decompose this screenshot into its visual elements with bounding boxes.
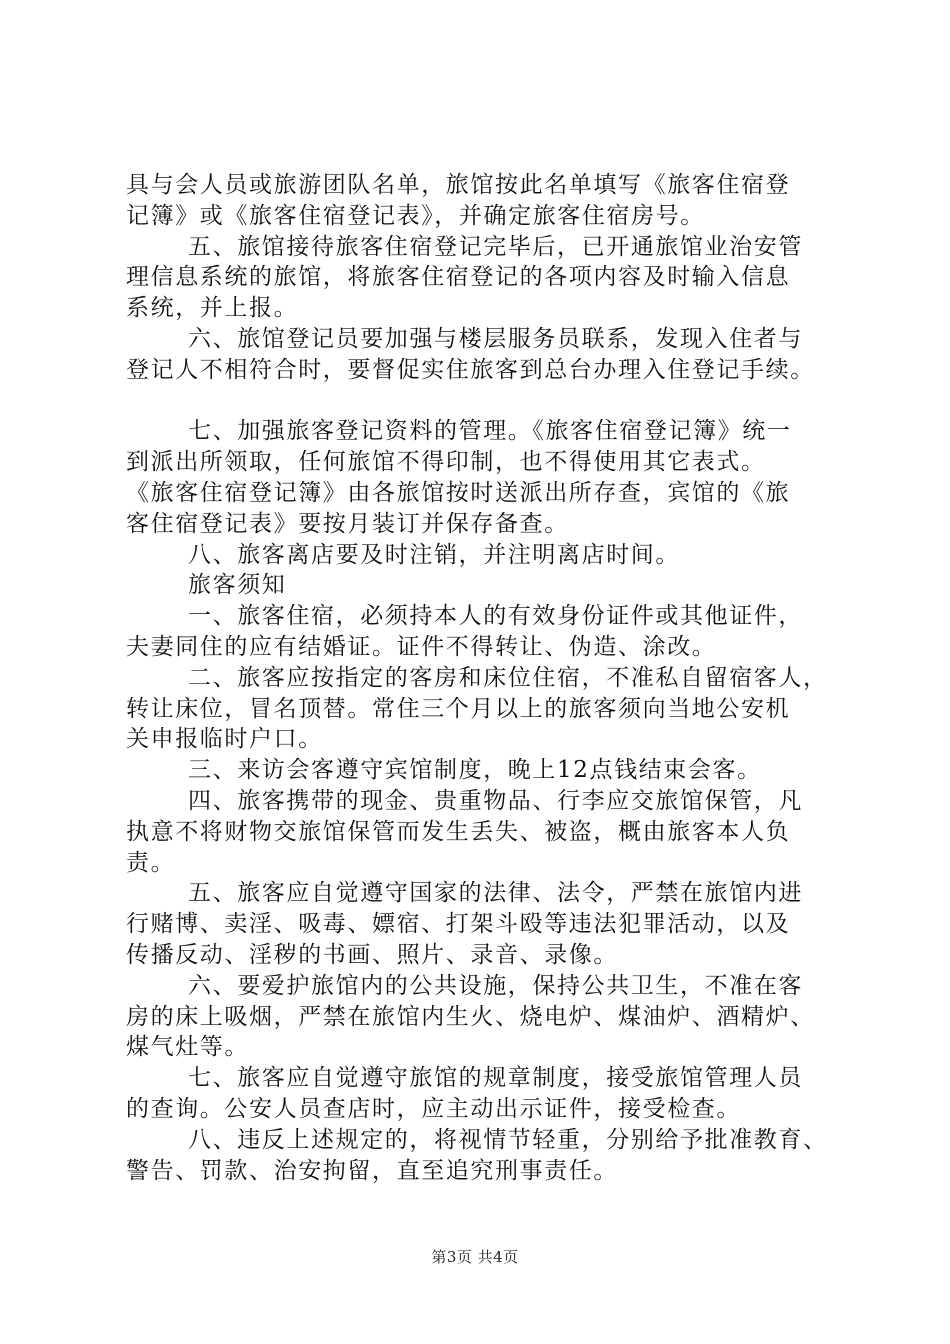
text-line: 七、加强旅客登记资料的管理。《旅客住宿登记簿》统一 [188, 418, 792, 445]
text-line: 《旅客住宿登记簿》由各旅馆按时送派出所存查，宾馆的《旅 [126, 479, 791, 506]
paragraph [126, 324, 838, 386]
section-heading [126, 570, 838, 601]
paragraph [126, 755, 838, 786]
paragraph [126, 416, 838, 539]
text-line: 三、来访会客遵守宾馆制度，晚上12点钱结束会客。 [188, 757, 762, 784]
paragraph [126, 1125, 838, 1187]
text-line: 六、旅馆登记员要加强与楼层服务员联系，发现入住者与 [188, 325, 803, 352]
text-line: 二、旅客应按指定的客房和床位住宿，不准私自留宿客人， [188, 664, 828, 691]
text-line: 七、旅客应自觉遵守旅馆的规章制度，接受旅馆管理人员 [188, 1065, 803, 1092]
text-line: 房的床上吸烟，严禁在旅馆内生火、烧电炉、煤油炉、酒精炉、 [126, 1003, 815, 1030]
text-line: 关申报临时户口。 [126, 726, 323, 753]
paragraph [126, 232, 838, 324]
text-line: 系统，并上报。 [126, 295, 299, 322]
text-line: 责。 [126, 849, 176, 876]
text-line: 八、旅客离店要及时注销，并注明离店时间。 [188, 541, 680, 568]
text-line: 八、违反上述规定的，将视情节轻重，分别给予批准教育、 [188, 1126, 828, 1153]
text-line: 五、旅馆接待旅客住宿登记完毕后，已开通旅馆业治安管 [188, 233, 803, 260]
text-line: 的查询。公安人员查店时，应主动出示证件，接受检查。 [126, 1095, 741, 1122]
text-line: 四、旅客携带的现金、贵重物品、行李应交旅馆保管，凡 [188, 787, 803, 814]
page-footer [0, 1246, 950, 1267]
text-line: 六、要爱护旅馆内的公共设施，保持公共卫生，不准在客 [188, 972, 803, 999]
paragraph [126, 170, 838, 232]
text-line: 客住宿登记表》要按月装订并保存备查。 [126, 510, 569, 537]
text-line: 一、旅客住宿，必须持本人的有效身份证件或其他证件， [188, 603, 803, 630]
text-line: 记簿》或《旅客住宿登记表》，并确定旅客住宿房号。 [126, 202, 705, 229]
document-body [126, 170, 838, 1186]
text-line: 煤气灶等。 [126, 1034, 249, 1061]
text-line: 夫妻同住的应有结婚证。证件不得转让、伪造、涂改。 [126, 633, 717, 660]
text-line: 五、旅客应自觉遵守国家的法律、法令，严禁在旅馆内进 [188, 880, 803, 907]
paragraph-spacer [126, 386, 838, 417]
text-line: 旅客须知 [188, 572, 287, 599]
paragraph [126, 1063, 838, 1125]
text-line: 行赌博、卖淫、吸毒、嫖宿、打架斗殴等违法犯罪活动，以及 [126, 911, 791, 938]
text-line: 具与会人员或旅游团队名单，旅馆按此名单填写《旅客住宿登 [126, 172, 791, 198]
text-line: 警告、罚款、治安拘留，直至追究刑事责任。 [126, 1157, 618, 1184]
paragraph [126, 540, 838, 571]
text-line: 到派出所领取，任何旅馆不得印制，也不得使用其它表式。 [126, 449, 766, 476]
paragraph [126, 878, 838, 970]
paragraph [126, 786, 838, 878]
page-number: 第3页 共4页 [431, 1248, 519, 1266]
text-line: 转让床位，冒名顶替。常住三个月以上的旅客须向当地公安机 [126, 695, 791, 722]
paragraph [126, 663, 838, 755]
text-line: 登记人不相符合时，要督促实住旅客到总台办理入住登记手续。 [126, 356, 815, 383]
text-line: 传播反动、淫秽的书画、照片、录音、录像。 [126, 941, 618, 968]
paragraph [126, 971, 838, 1063]
text-line: 理信息系统的旅馆，将旅客住宿登记的各项内容及时输入信息 [126, 264, 791, 291]
paragraph [126, 601, 838, 663]
text-line: 执意不将财物交旅馆保管而发生丢失、被盗，概由旅客本人负 [126, 818, 791, 845]
